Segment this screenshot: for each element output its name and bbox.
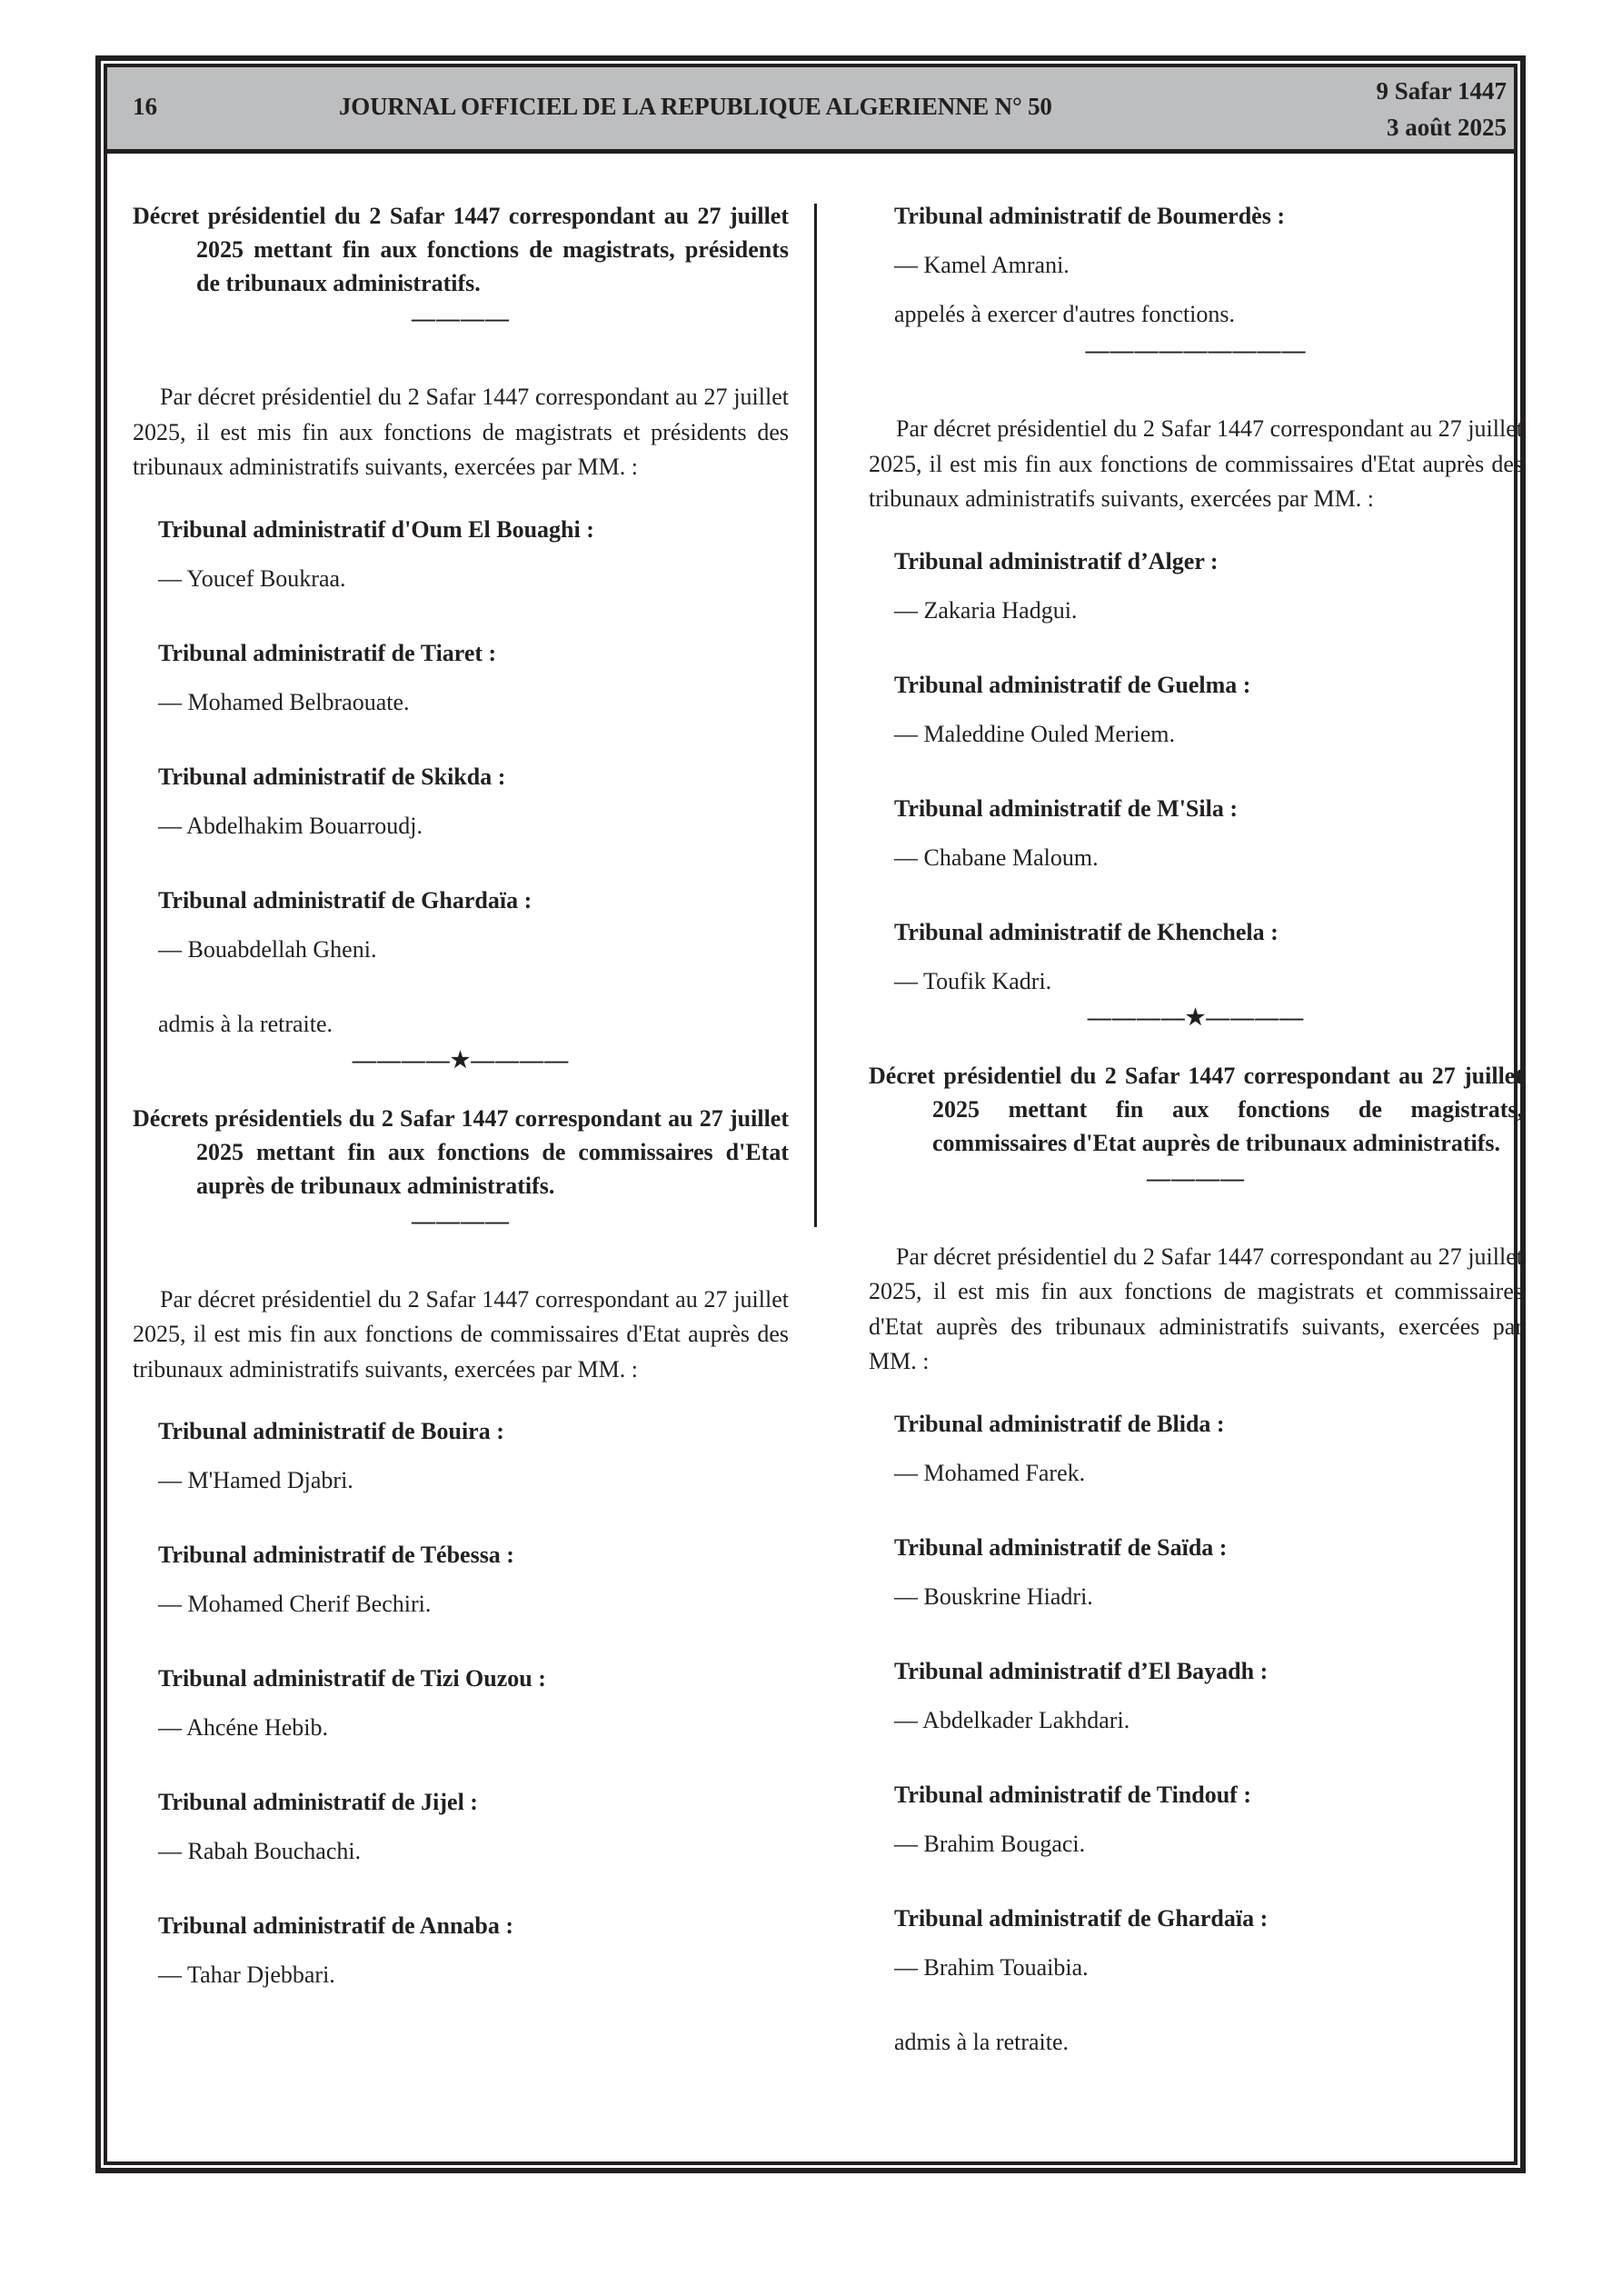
magistrate-name: — Ahcéne Hebib. — [158, 1714, 329, 1741]
star-icon: ★ — [450, 1048, 472, 1073]
tribunal-heading: Tribunal administratif d'Oum El Bouaghi : — [158, 515, 594, 543]
decree-paragraph: Par décret présidentiel du 2 Safar 1447 correspondant au 27 juillet 2025, il est mis fin aux fonctions de commissaires d'Etat auprès des tribunaux administratifs suivants, exercées par MM. : — [133, 1285, 789, 1383]
page-number: 16 — [133, 93, 157, 120]
decree-title: Décret présidentiel du 2 Safar 1447 correspondant au 27 juillet 2025 mettant fin aux fonctions de magistrats, présidents de tribunaux administratifs. — [133, 203, 789, 296]
closing-statement: appelés à exercer d'autres fonctions. — [894, 301, 1236, 327]
magistrate-name: — Youcef Boukraa. — [158, 564, 346, 592]
tribunal-heading: Tribunal administratif de Ghardaïa : — [894, 1904, 1269, 1932]
star-separator: ————★———— — [352, 1046, 570, 1073]
tribunal-heading: Tribunal administratif de Blida : — [894, 1410, 1225, 1437]
page-frame — [95, 55, 1526, 2173]
star-icon: ★ — [1185, 1005, 1207, 1030]
tribunal-heading: Tribunal administratif de Tizi Ouzou : — [158, 1665, 546, 1692]
tribunal-heading: Tribunal administratif de Ghardaïa : — [158, 886, 532, 913]
magistrate-name: — Brahim Bougaci. — [894, 1830, 1086, 1857]
magistrate-name: — Kamel Amrani. — [894, 252, 1070, 278]
tribunal-heading: Tribunal administratif de Tindouf : — [894, 1781, 1251, 1808]
tribunal-heading: Tribunal administratif de Boumerdès : — [894, 203, 1285, 229]
decree-paragraph: Par décret présidentiel du 2 Safar 1447 correspondant au 27 juillet 2025, il est mis fin aux fonctions de magistrats et présidents des tribunaux administratifs suivants, exercées par MM. : — [133, 384, 789, 480]
left-column — [133, 199, 789, 1992]
magistrate-name: — Zakaria Hadgui. — [894, 596, 1078, 624]
star-separator: ————★———— — [1087, 1003, 1305, 1031]
tribunal-heading: Tribunal administratif de Skikda : — [158, 763, 506, 790]
magistrate-name: — Chabane Maloum. — [894, 844, 1099, 871]
decree-paragraph: Par décret présidentiel du 2 Safar 1447 correspondant au 27 juillet 2025, il est mis fin aux fonctions de commissaires d'Etat auprès des tribunaux administratifs suivants, exercées par MM. : — [869, 415, 1523, 512]
magistrate-name: — Bouabdellah Gheni. — [158, 935, 377, 963]
tribunal-heading: Tribunal administratif de Khenchela : — [894, 918, 1279, 945]
tribunal-heading: Tribunal administratif de Tébessa : — [158, 1542, 514, 1568]
tribunal-heading: Tribunal administratif de Bouira : — [158, 1418, 504, 1444]
tribunal-heading: Tribunal administratif d’El Bayadh : — [894, 1657, 1269, 1684]
magistrate-name: — M'Hamed Djabri. — [158, 1467, 353, 1493]
page-inner-frame — [104, 64, 1523, 2165]
tribunal-heading: Tribunal administratif d’Alger : — [894, 547, 1219, 574]
magistrate-name: — Mohamed Farek. — [894, 1459, 1086, 1486]
magistrate-name: — Abdelhakim Bouarroudj. — [158, 812, 423, 839]
decree-paragraph: Par décret présidentiel du 2 Safar 1447 correspondant au 27 juillet 2025, il est mis fin aux fonctions de magistrats et commissaires d'Etat auprès des tribunaux administratifs suivants, exercées par MM. : — [869, 1243, 1523, 1374]
magistrate-name: — Mohamed Cherif Bechiri. — [158, 1591, 432, 1617]
magistrate-name: — Tahar Djebbari. — [158, 1962, 335, 1988]
journal-title: JOURNAL OFFICIEL DE LA REPUBLIQUE ALGERIENNE N° 50 — [339, 93, 1052, 120]
tribunal-heading: Tribunal administratif de M'Sila : — [894, 794, 1238, 822]
magistrate-name: — Toufik Kadri. — [894, 967, 1052, 994]
magistrate-name: — Maleddine Ouled Meriem. — [894, 720, 1176, 747]
right-column — [869, 199, 1523, 2060]
magistrate-name: — Abdelkader Lakhdari. — [894, 1706, 1130, 1733]
tribunal-heading: Tribunal administratif de Saïda : — [894, 1533, 1228, 1561]
decree-title: Décrets présidentiels du 2 Safar 1447 correspondant au 27 juillet 2025 mettant fin aux fonctions de commissaires d'Etat auprès de tribunaux administratifs. — [133, 1104, 789, 1199]
closing-statement: admis à la retraite. — [894, 2028, 1070, 2055]
journal-header — [107, 67, 1514, 154]
tribunal-heading: Tribunal administratif de Annaba : — [158, 1912, 514, 1939]
section-separator: ———— — [1147, 1164, 1245, 1192]
section-separator: ———— — [412, 305, 510, 332]
section-separator: ———— — [412, 1207, 510, 1234]
magistrate-name: — Bouskrine Hiadri. — [894, 1582, 1093, 1610]
magistrate-name: — Mohamed Belbraouate. — [158, 688, 410, 715]
tribunal-heading: Tribunal administratif de Jijel : — [158, 1789, 478, 1815]
decree-title: Décret présidentiel du 2 Safar 1447 correspondant au 27 juillet 2025 mettant fin aux fonctions de magistrats, commissaires d'Etat auprès de tribunaux administratifs. — [869, 1062, 1523, 1156]
column-divider — [814, 204, 817, 1227]
gregorian-date: 3 août 2025 — [1386, 114, 1507, 141]
tribunal-heading: Tribunal administratif de Tiaret : — [158, 639, 497, 666]
issue-date — [1376, 73, 1507, 145]
hijri-date: 9 Safar 1447 — [1376, 77, 1507, 105]
section-separator: ————————— — [1085, 337, 1307, 364]
closing-statement: admis à la retraite. — [158, 1010, 333, 1037]
tribunal-heading: Tribunal administratif de Guelma : — [894, 671, 1251, 698]
magistrate-name: — Rabah Bouchachi. — [158, 1838, 362, 1864]
magistrate-name: — Brahim Touaibia. — [894, 1953, 1089, 1981]
